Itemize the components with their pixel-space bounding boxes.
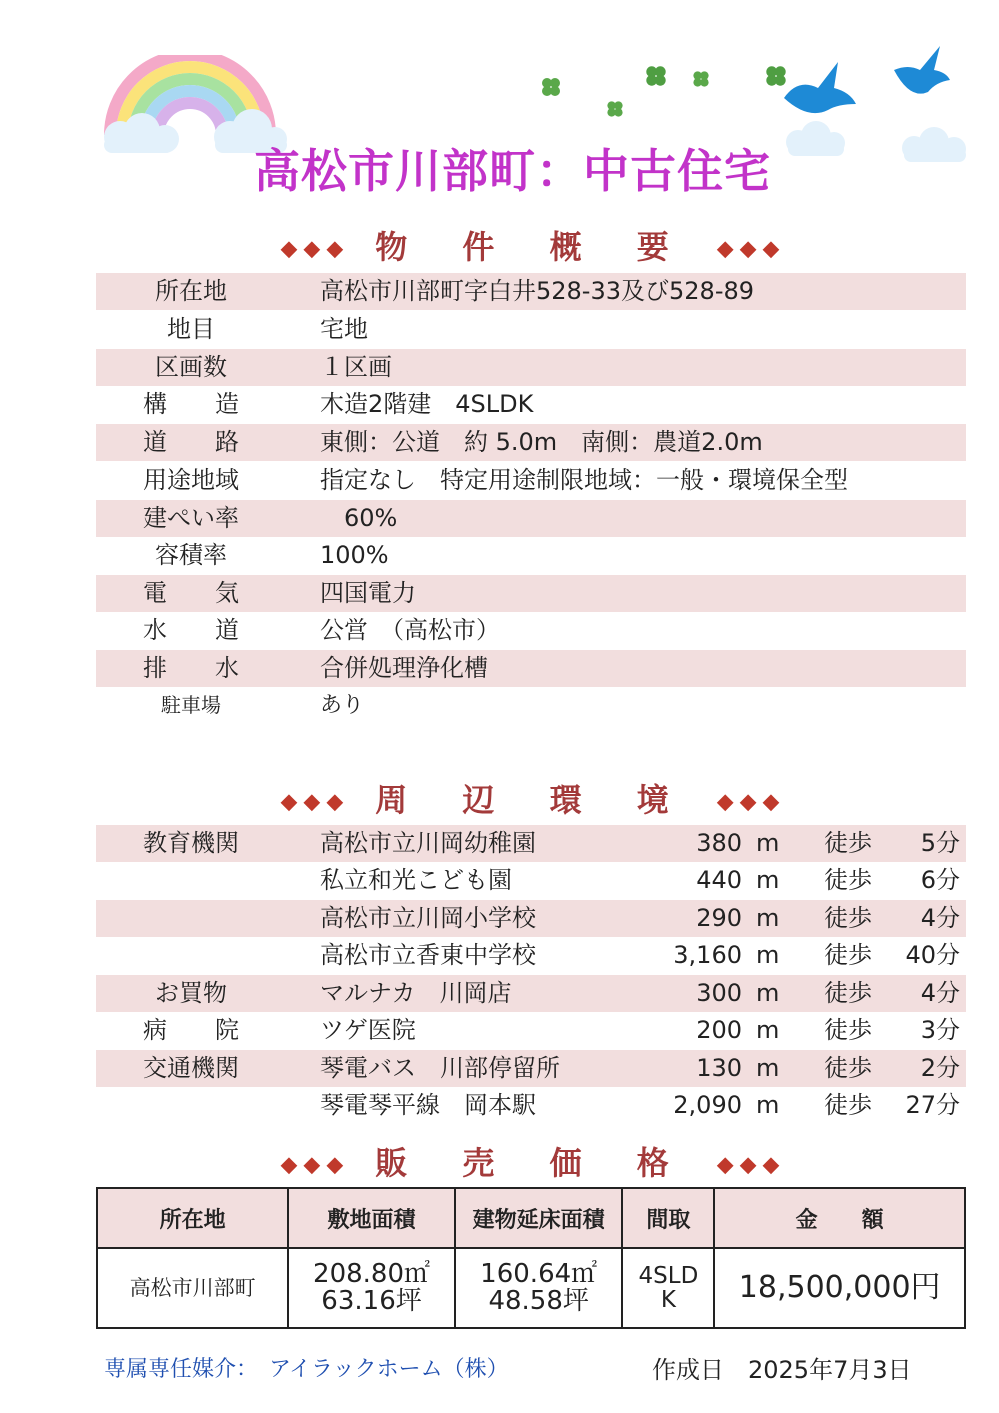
surroundings-row bbox=[96, 1012, 966, 1049]
distance-unit: m bbox=[756, 904, 780, 932]
walk-label: 徒歩 bbox=[824, 1091, 872, 1119]
clover-icon bbox=[604, 98, 626, 120]
surroundings-place: 琴電バス 川部停留所 bbox=[320, 1054, 560, 1082]
distance-unit: m bbox=[756, 979, 780, 1007]
overview-value: 60% bbox=[320, 504, 398, 532]
price-table-header bbox=[97, 1188, 965, 1248]
surroundings-row bbox=[96, 975, 966, 1012]
overview-value: 木造2階建 4SLDK bbox=[320, 390, 534, 418]
clover-icon bbox=[538, 74, 564, 100]
surroundings-distance: 200 bbox=[696, 1016, 742, 1044]
diamond-ornament: ◆◆◆ bbox=[716, 789, 786, 815]
walk-label: 徒歩 bbox=[824, 941, 872, 969]
overview-label: 駐車場 bbox=[161, 693, 221, 717]
layout-line: K bbox=[660, 1287, 676, 1313]
overview-label: 所在地 bbox=[155, 277, 227, 305]
overview-value: １区画 bbox=[320, 353, 392, 381]
overview-row bbox=[96, 349, 966, 386]
overview-row bbox=[96, 273, 966, 310]
header-amount: 金 額 bbox=[714, 1188, 965, 1248]
overview-value: 100% bbox=[320, 541, 389, 569]
surroundings-distance: 3,160 bbox=[673, 941, 742, 969]
bluebird-icon bbox=[890, 44, 952, 100]
overview-label: 排 水 bbox=[143, 654, 239, 682]
surroundings-row bbox=[96, 825, 966, 862]
overview-row bbox=[96, 462, 966, 499]
walk-minutes: 27分 bbox=[905, 1091, 960, 1119]
walk-label: 徒歩 bbox=[824, 866, 872, 894]
surroundings-place: ツゲ医院 bbox=[320, 1016, 416, 1044]
walk-label: 徒歩 bbox=[824, 1016, 872, 1044]
walk-label: 徒歩 bbox=[824, 979, 872, 1007]
surroundings-row bbox=[96, 1087, 966, 1124]
surroundings-place: 高松市立香東中学校 bbox=[320, 941, 536, 969]
surroundings-row bbox=[96, 1050, 966, 1087]
overview-value: あり bbox=[320, 693, 365, 718]
walk-minutes: 3分 bbox=[920, 1016, 960, 1044]
surroundings-distance: 440 bbox=[696, 866, 742, 894]
overview-row bbox=[96, 687, 966, 724]
walk-minutes: 4分 bbox=[920, 904, 960, 932]
overview-label: 容積率 bbox=[155, 541, 227, 569]
walk-minutes: 6分 bbox=[920, 866, 960, 894]
overview-value: 四国電力 bbox=[320, 579, 416, 607]
surroundings-place: 高松市立川岡幼稚園 bbox=[320, 829, 536, 857]
overview-label: 水 道 bbox=[143, 616, 239, 644]
header-layout: 間取 bbox=[622, 1188, 714, 1248]
created-date: 作成日 2025年7月3日 bbox=[652, 1356, 912, 1384]
building-m2: 160.64㎡ bbox=[480, 1258, 598, 1289]
header-land-area: 敷地面積 bbox=[288, 1188, 455, 1248]
diamond-ornament: ◆◆◆ bbox=[280, 789, 350, 815]
overview-row bbox=[96, 612, 966, 649]
distance-unit: m bbox=[756, 1091, 780, 1119]
section-heading-price bbox=[0, 1138, 999, 1184]
surroundings-category: お買物 bbox=[155, 979, 227, 1007]
surroundings-category: 教育機関 bbox=[143, 829, 239, 857]
distance-unit: m bbox=[756, 941, 780, 969]
walk-minutes: 2分 bbox=[920, 1054, 960, 1082]
overview-label: 建ぺい率 bbox=[143, 504, 239, 532]
section-heading-surroundings bbox=[0, 775, 999, 821]
overview-value: 指定なし 特定用途制限地域：一般・環境保全型 bbox=[320, 466, 848, 494]
section-title: 物 件 概 要 bbox=[375, 228, 691, 266]
overview-row bbox=[96, 424, 966, 461]
distance-unit: m bbox=[756, 1054, 780, 1082]
overview-label: 道 路 bbox=[143, 428, 239, 456]
section-heading-overview bbox=[0, 222, 999, 268]
price-table-row bbox=[97, 1248, 965, 1328]
land-m2: 208.80㎡ bbox=[313, 1258, 431, 1289]
overview-row bbox=[96, 500, 966, 537]
clover-icon bbox=[690, 68, 712, 90]
overview-row bbox=[96, 575, 966, 612]
page-title: 高松市川部町：中古住宅 bbox=[254, 144, 771, 198]
surroundings-distance: 380 bbox=[696, 829, 742, 857]
surroundings-row bbox=[96, 900, 966, 937]
overview-label: 構 造 bbox=[143, 390, 239, 418]
broker-info: 専属専任媒介： アイラックホーム（株） bbox=[104, 1357, 509, 1382]
surroundings-category: 交通機関 bbox=[143, 1054, 239, 1082]
cell-floor-area bbox=[455, 1248, 623, 1328]
walk-label: 徒歩 bbox=[824, 1054, 872, 1082]
overview-value: 高松市川部町字白井528-33及び528-89 bbox=[320, 277, 755, 305]
header-location: 所在地 bbox=[97, 1188, 288, 1248]
layout-line: 4SLD bbox=[638, 1262, 699, 1289]
surroundings-category: 病 院 bbox=[143, 1016, 239, 1044]
diamond-ornament: ◆◆◆ bbox=[280, 236, 350, 262]
cell-layout bbox=[622, 1248, 714, 1328]
overview-label: 区画数 bbox=[155, 353, 227, 381]
surroundings-distance: 2,090 bbox=[673, 1091, 742, 1119]
overview-row bbox=[96, 650, 966, 687]
section-title: 周 辺 環 境 bbox=[375, 781, 691, 819]
price-table bbox=[96, 1187, 966, 1329]
building-tsubo: 48.58坪 bbox=[488, 1286, 589, 1316]
overview-value: 合併処理浄化槽 bbox=[320, 654, 488, 682]
distance-unit: m bbox=[756, 1016, 780, 1044]
surroundings-row bbox=[96, 937, 966, 974]
distance-unit: m bbox=[756, 866, 780, 894]
header-floor-area: 建物延床面積 bbox=[455, 1188, 623, 1248]
surroundings-place: マルナカ 川岡店 bbox=[320, 979, 512, 1007]
overview-value: 公営 （高松市） bbox=[320, 616, 500, 644]
surroundings-place: 高松市立川岡小学校 bbox=[320, 904, 536, 932]
section-title: 販 売 価 格 bbox=[375, 1144, 691, 1182]
walk-label: 徒歩 bbox=[824, 829, 872, 857]
cell-land-area bbox=[288, 1248, 455, 1328]
overview-value: 宅地 bbox=[320, 315, 368, 343]
surroundings-distance: 130 bbox=[696, 1054, 742, 1082]
cell-location: 高松市川部町 bbox=[97, 1248, 288, 1328]
surroundings-distance: 300 bbox=[696, 979, 742, 1007]
cell-amount: 18,500,000円 bbox=[714, 1248, 965, 1328]
overview-value: 東側：公道 約 5.0m 南側：農道2.0m bbox=[320, 428, 763, 456]
overview-label: 用途地域 bbox=[143, 466, 239, 494]
surroundings-distance: 290 bbox=[696, 904, 742, 932]
overview-row bbox=[96, 537, 966, 574]
walk-minutes: 4分 bbox=[920, 979, 960, 1007]
diamond-ornament: ◆◆◆ bbox=[716, 1152, 786, 1178]
land-tsubo: 63.16坪 bbox=[321, 1286, 422, 1316]
diamond-ornament: ◆◆◆ bbox=[280, 1152, 350, 1178]
overview-row bbox=[96, 311, 966, 348]
surroundings-row bbox=[96, 862, 966, 899]
overview-row bbox=[96, 386, 966, 423]
surroundings-place: 琴電琴平線 岡本駅 bbox=[320, 1091, 536, 1119]
overview-label: 地目 bbox=[167, 315, 215, 343]
surroundings-place: 私立和光こども園 bbox=[320, 866, 512, 894]
walk-minutes: 5分 bbox=[920, 829, 960, 857]
clover-icon bbox=[642, 62, 670, 90]
bluebird-icon bbox=[778, 58, 858, 120]
overview-label: 電 気 bbox=[143, 579, 239, 607]
distance-unit: m bbox=[756, 829, 780, 857]
walk-label: 徒歩 bbox=[824, 904, 872, 932]
walk-minutes: 40分 bbox=[905, 941, 960, 969]
diamond-ornament: ◆◆◆ bbox=[716, 236, 786, 262]
